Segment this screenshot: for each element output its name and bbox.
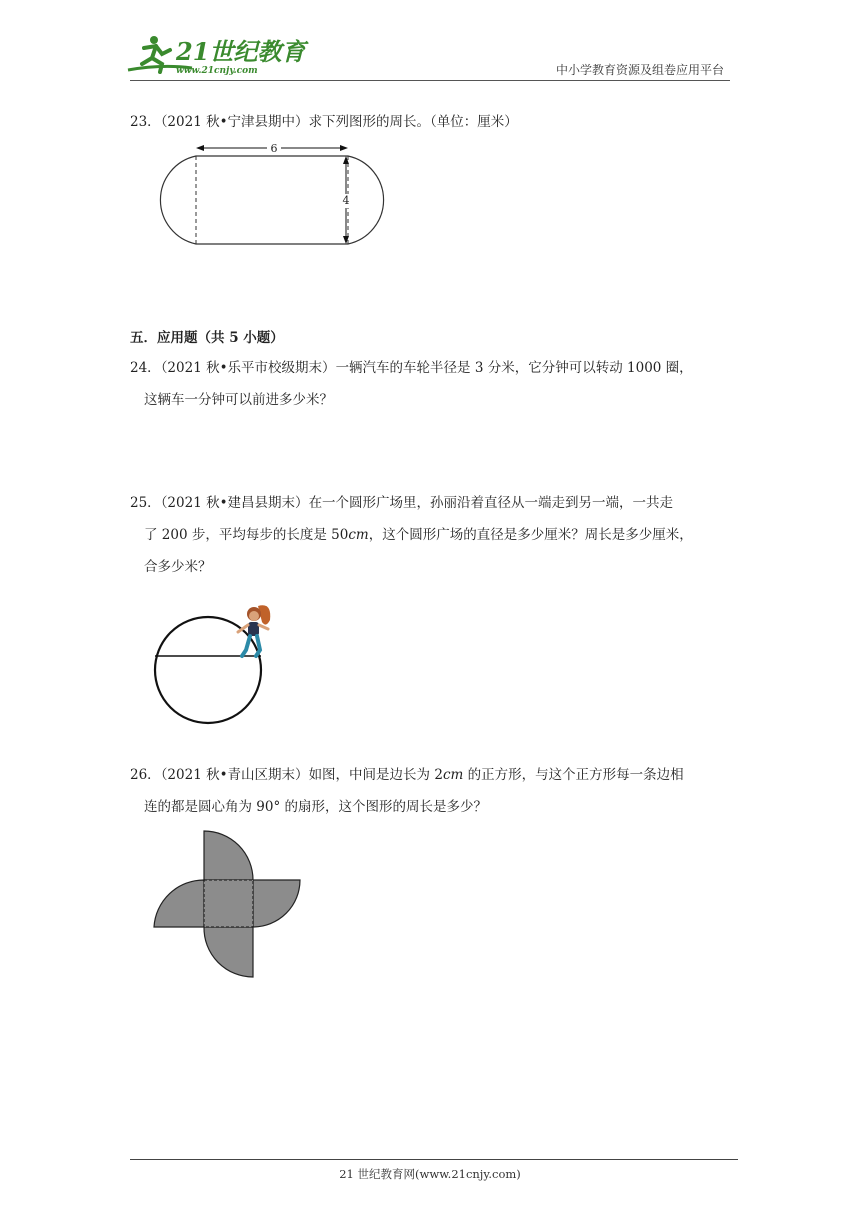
question-text-line1a: 如图，中间是边长为 2 xyxy=(308,767,443,783)
question-number: 24． xyxy=(130,360,161,376)
question-text-line1b: 的正方形，与这个正方形每一条边相 xyxy=(463,767,684,783)
site-logo xyxy=(122,30,306,80)
logo-text: 21世纪教育 xyxy=(176,37,306,66)
question-text-line2a: 了 200 步，平均每步的长度是 50 xyxy=(144,527,349,543)
question-number: 25． xyxy=(130,495,161,511)
question-source: （2021 秋•宁津县期中） xyxy=(160,114,309,130)
logo-url-text: www.21cnjy.com xyxy=(176,66,258,76)
width-label: 6 xyxy=(270,142,278,155)
question-number: 26． xyxy=(130,767,161,783)
question-text-line1: 一辆汽车的车轮半径是 3 分米，它分钟可以转动 1000 圈， xyxy=(335,360,693,376)
unit-cm: cm xyxy=(442,767,464,783)
question-source: （2021 秋•乐平市校级期末） xyxy=(160,360,336,376)
question-26 xyxy=(130,765,740,817)
question-25 xyxy=(130,493,740,577)
question-text-line2: 连的都是圆心角为 90° 的扇形，这个图形的周长是多少？ xyxy=(144,799,488,815)
question-23 xyxy=(130,112,518,132)
height-label: 4 xyxy=(342,194,350,207)
question-text-line2: 这辆车一分钟可以前进多少米？ xyxy=(144,392,333,408)
header-divider xyxy=(130,80,730,81)
stadium-figure xyxy=(150,138,400,254)
question-number: 23． xyxy=(130,114,161,130)
section-title: 五．应用题（共 5 小题） xyxy=(130,330,284,346)
question-text: 求下列图形的周长。（单位：厘米） xyxy=(308,114,518,130)
circle-figure xyxy=(150,598,280,742)
header-platform-text: 中小学教育资源及组卷应用平台 xyxy=(555,63,724,77)
question-text-line1: 在一个圆形广场里，孙丽沿着直径从一端走到另一端，一共走 xyxy=(308,495,674,511)
logo-graphic xyxy=(122,30,306,80)
question-source: （2021 秋•建昌县期末） xyxy=(160,495,309,511)
question-text-line3: 合多少米？ xyxy=(144,559,212,575)
question-source: （2021 秋•青山区期末） xyxy=(160,767,309,783)
unit-cm: cm xyxy=(348,527,369,543)
question-text-line2b: ，这个圆形广场的直径是多少厘米？周长是多少厘米， xyxy=(368,527,693,543)
question-24 xyxy=(130,358,730,410)
footer-divider xyxy=(130,1159,738,1160)
footer-text: 21 世纪教育网(www.21cnjy.com) xyxy=(339,1167,521,1181)
pinwheel-figure xyxy=(150,828,305,987)
